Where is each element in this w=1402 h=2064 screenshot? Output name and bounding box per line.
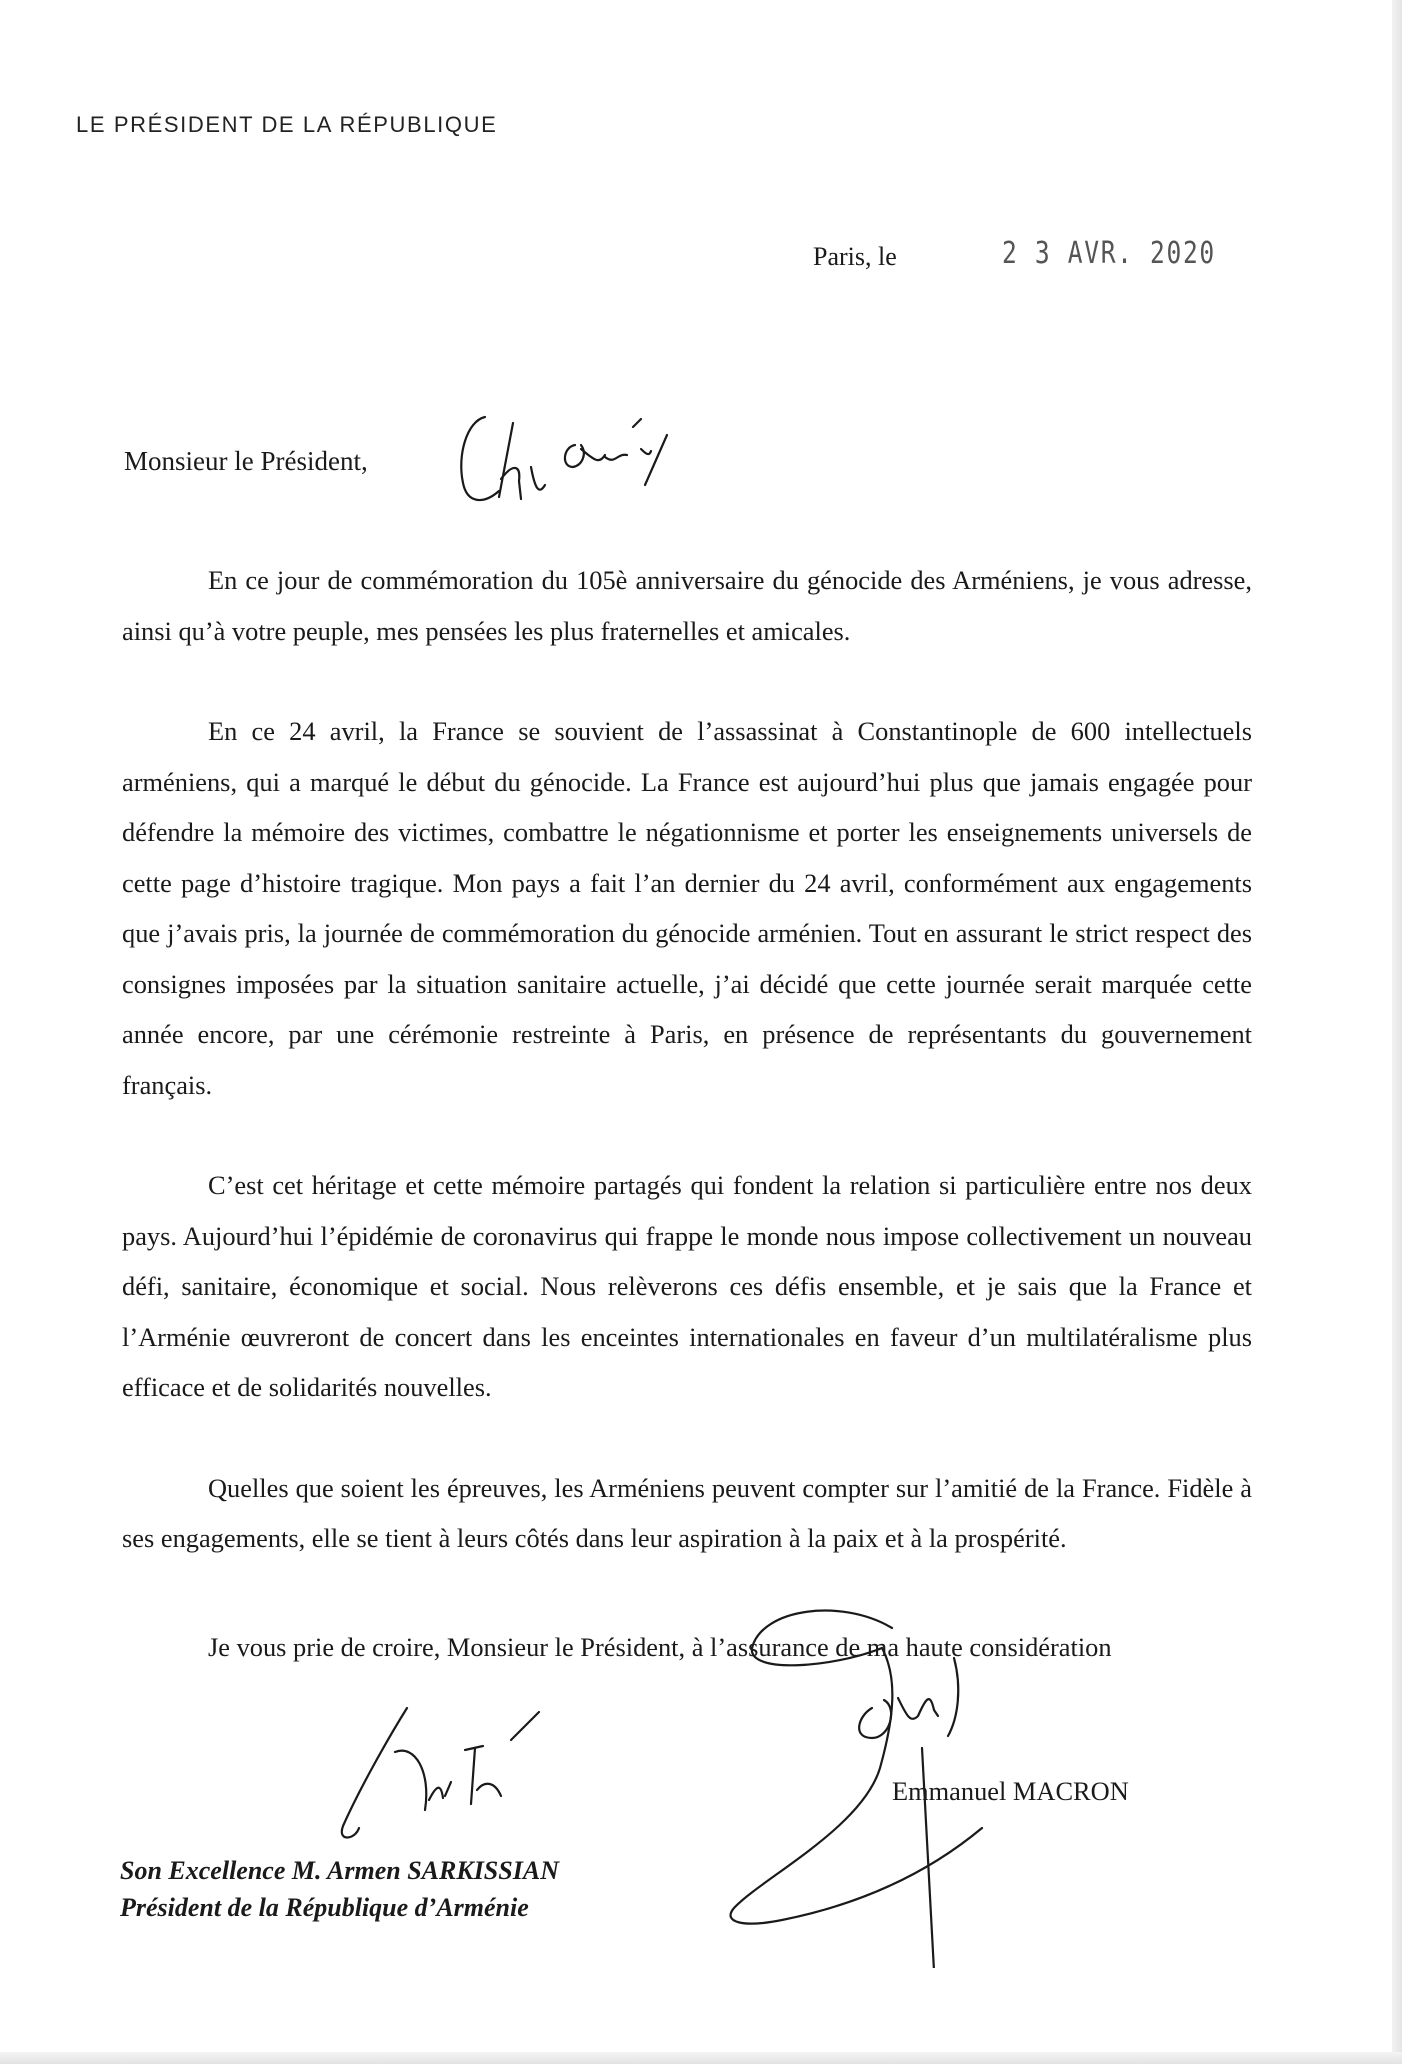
recipient-title: Président de la République d’Arménie xyxy=(120,1893,529,1922)
paragraph: En ce 24 avril, la France se souvient de l’assassinat à Constantinople de 600 intellectuels arméniens, qui a marqué le début du génocide. La France est aujourd’hui plus que jamais engagée pour défendre la mémoire des victimes, combattre le négationnisme et porter les enseignements universels de cette page d’histoire tragique. Mon pays a fait l’an dernier du 24 avril, conformément aux engagements que j’avais pris, la journée de commémoration du génocide arménien. Tout en assurant le strict respect des consignes imposées par la situation sanitaire actuelle, j’ai décidé que cette journée serait marquée cette année encore, par une cérémonie restreinte à Paris, en présence de représentants du gouvernement français. xyxy=(122,716,1252,1100)
date-stamp: 2 3 AVR. 2020 xyxy=(1002,236,1216,271)
closing-formula: Je vous prie de croire, Monsieur le Président, à l’assurance de ma haute considération xyxy=(208,1632,1112,1662)
signatory-name: Emmanuel MACRON xyxy=(892,1776,1129,1806)
letterhead: LE PRÉSIDENT DE LA RÉPUBLIQUE xyxy=(76,112,498,137)
paragraph: Quelles que soient les épreuves, les Arméniens peuvent compter sur l’amitié de la France. Fidèle à ses engagements, elle se tient à leurs côtés dans leur aspiration à la paix et à la prospérité. xyxy=(122,1472,1252,1553)
handwritten-closing xyxy=(325,1700,595,1850)
page-edge-right xyxy=(1392,0,1402,2064)
handwritten-greeting xyxy=(455,405,755,515)
salutation: Monsieur le Président, xyxy=(124,446,368,476)
recipient-block xyxy=(120,1852,559,1926)
page-edge-bottom xyxy=(0,2052,1402,2064)
paragraph: En ce jour de commémoration du 105è anniversaire du génocide des Arméniens, je vous adresse, ainsi qu’à votre peuple, mes pensées les plus fraternelles et amicales. xyxy=(122,565,1252,646)
letter-body xyxy=(122,555,1252,1614)
paragraph: C’est cet héritage et cette mémoire partagés qui fondent la relation si particulière entre nos deux pays. Aujourd’hui l’épidémie de coronavirus qui frappe le monde nous impose collectivement un nouveau défi, sanitaire, économique et social. Nous relèverons ces défis ensemble, et je sais que la France et l’Arménie œuvreront de concert dans les enceintes internationales en faveur d’un multilatéralisme plus efficace et de solidarités nouvelles. xyxy=(122,1170,1252,1402)
recipient-name: Son Excellence M. Armen SARKISSIAN xyxy=(120,1856,559,1885)
place-label: Paris, le xyxy=(813,242,897,271)
